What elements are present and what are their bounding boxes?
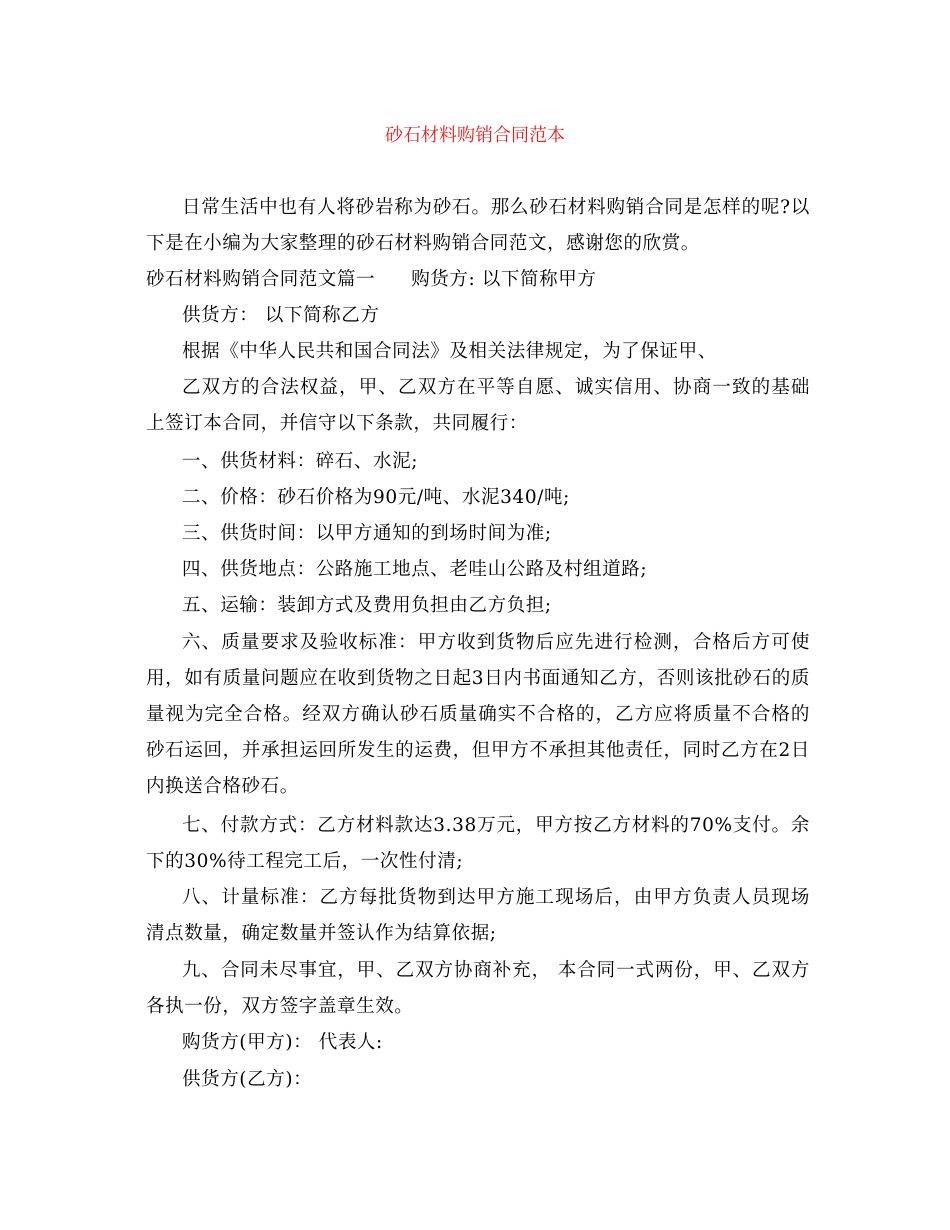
clause-3: 三、供货时间：以甲方通知的到场时间为准; [182,523,552,544]
document-title: 砂石材料购销合同范本 [385,125,565,146]
buyer-line: 购货方: 以下简称甲方 [411,269,597,290]
clause-7: 七、付款方式：乙方材料款达3.38万元，甲方按乙方材料的70%支付。余下的30%待工程完工后，一次性付清; [146,815,810,872]
section-title: 砂石材料购销合同范文篇一 [146,269,376,290]
basis-line-1: 根据《中华人民共和国合同法》及相关法律规定，为了保证甲、 [182,341,717,362]
intro-paragraph: 日常生活中也有人将砂岩称为砂石。那么砂石材料购销合同是怎样的呢?以下是在小编为大家整理的砂石材料购销合同范文，感谢您的欣赏。 [146,197,810,254]
signature-supplier: 供货方(乙方)： [182,1069,313,1090]
clause-6: 六、质量要求及验收标准：甲方收到货物后应先进行检测，合格后方可使用，如有质量问题应在收到货物之日起3日内书面通知乙方，否则该批砂石的质量视为完全合格。经双方确认砂石质量确实不合格的，乙方应将质量不合格的砂石运回，并承担运回所发生的运费，但甲方不承担其他责任，同时乙方在2日内换送合格砂石。 [146,632,810,797]
clause-4: 四、供货地点：公路施工地点、老哇山公路及村组道路; [182,559,648,580]
clause-9: 九、合同未尽事宜，甲、乙双方协商补充， 本合同一式两份，甲、乙双方各执一份，双方签字盖章生效。 [146,960,810,1017]
signature-buyer: 购货方(甲方)： 代表人: [182,1032,383,1053]
clause-1: 一、供货材料：碎石、水泥; [182,451,419,472]
clause-5: 五、运输：装卸方式及费用负担由乙方负担; [182,595,552,616]
supplier-line: 供货方： 以下简称乙方 [182,305,380,326]
clause-2: 二、价格：砂石价格为90元/吨、水泥340/吨; [182,487,570,508]
section-header-line [146,262,810,298]
clause-8: 八、计量标准：乙方每批货物到达甲方施工现场后，由甲方负责人员现场清点数量，确定数量并签认作为结算依据; [146,887,810,944]
basis-line-2: 乙双方的合法权益，甲、乙双方在平等自愿、诚实信用、协商一致的基础上签订本合同，并信守以下条款，共同履行： [146,377,810,434]
